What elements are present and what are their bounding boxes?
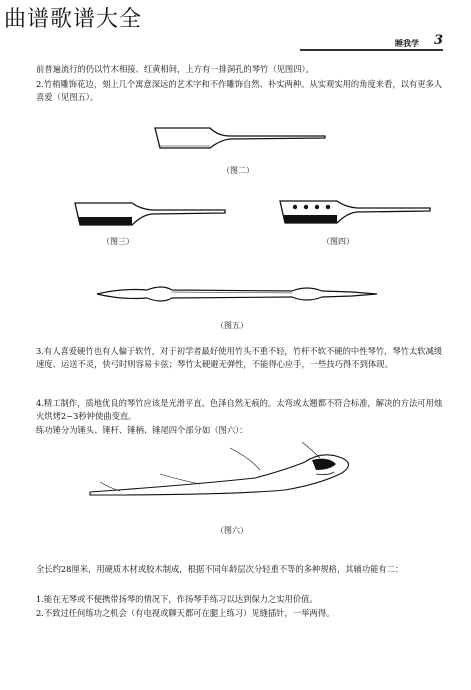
paragraph-1: 前普遍流行的仍以竹木相接、红黄相间，上方有一排洞孔的琴竹（见图四）。 [36,64,314,74]
page-number: 3 [433,33,443,48]
caption-fig3: （图三） [102,237,134,246]
site-title: 曲谱歌谱大全 [4,7,143,32]
paragraph-2: 2.竹梢雕饰花边，刻上几个寓意深远的艺术字和不作雕饰自然、朴实两种。从实观实用的角度来看，以有更多人喜爱（见图五）。 [36,79,443,102]
paragraph-7: 1.能在无琴或不便携带扬琴的情况下，作扬琴手练习以达到保力之实用价值。 [36,594,318,604]
caption-fig2: （图二） [222,166,254,175]
paragraph-6: 全长约28厘米，用硬质木材或胶木制成，根据不同年龄层次分轻重不等的多种规格，其辅功能有二： [36,564,404,574]
paragraph-3: 3.有人喜爱硬竹也有人偏于软竹，对于初学者最好使用竹头不重不轻，竹杆不软不硬的中性琴竹，琴竹太软减缓速度、运送不灵，快弓时则容易卡弦；琴竹太硬避无弹性，不能得心应手，一些技巧得不到体现。 [36,346,443,369]
figure-3-bamboo-stick [70,195,230,235]
paragraph-5: 练功锤分为锤头、锤杆、锤柄、锤尾四个部分如（图六）： [36,425,248,435]
figure-6-practice-hammer [80,440,380,515]
caption-fig6: （图六） [216,526,248,535]
paragraph-8: 2.不致过任何练功之机会（有电视或聊天都可在腿上练习）见缝插针，一举两得。 [36,608,335,618]
caption-fig5: （图五） [216,321,248,330]
figure-4-bamboo-stick-with-holes [275,193,435,233]
header-label: 睡我学 [395,39,419,48]
paragraph-4: 4.精工制作，质地优良的琴竹应该是光滑平直、色泽自然无痕的。太弯或太翘都不符合标准，解决的方法可用烛火烘烤2~3秒钟使曲变直。 [36,398,443,421]
header-rule [300,49,443,51]
figure-2-bamboo-stick [150,118,330,158]
figure-5-carved-stick [92,274,382,314]
caption-fig4: （图四） [322,237,354,246]
